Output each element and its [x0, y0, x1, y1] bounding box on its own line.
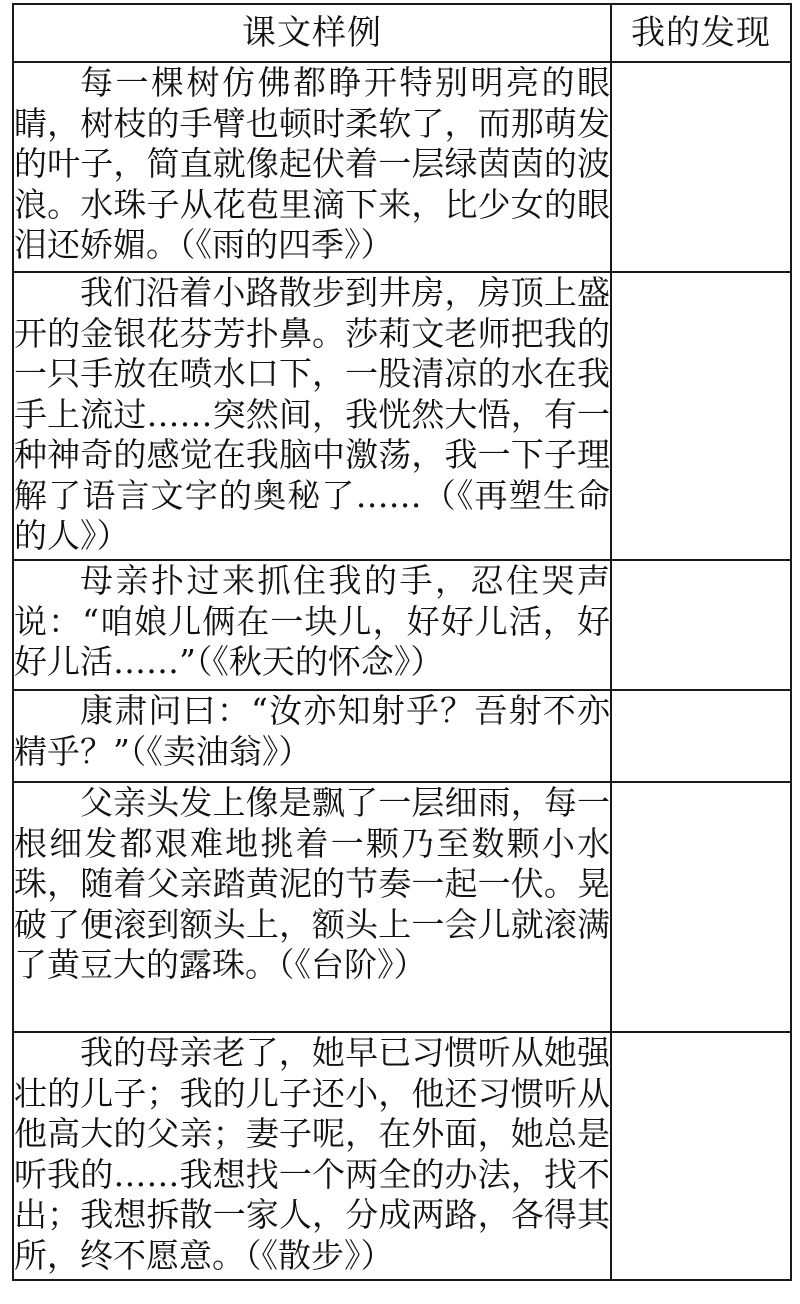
table-row: [13, 1032, 791, 1280]
passage-cell: [13, 1032, 611, 1280]
passage-cell: [13, 272, 611, 560]
finding-cell[interactable]: [611, 560, 791, 690]
header-my-finding: 我的发现: [611, 4, 791, 62]
passage-text: 康肃问曰：“汝亦知射乎？吾射不亦精乎？”（《卖油翁》）: [14, 691, 610, 771]
table-row: [13, 782, 791, 1032]
table-row: [13, 272, 791, 560]
passage-text: 父亲头发上像是飘了一层细雨，每一根细发都艰难地挑着一颗乃至数颗小水珠，随着父亲踏黄泥的节奏一起一伏。晃破了便滚到额头上，额头上一会儿就滚满了黄豆大的露珠。（《台阶》）: [14, 783, 610, 984]
table-row: [13, 690, 791, 782]
passage-text: 我的母亲老了，她早已习惯听从她强壮的儿子；我的儿子还小，他还习惯听从他高大的父亲；妻子呢，在外面，她总是听我的……我想找一个两全的办法，找不出；我想拆散一家人，分成两路，各得其所，终不愿意。（《散步》）: [14, 1033, 610, 1275]
passage-text: 母亲扑过来抓住我的手，忍住哭声说：“咱娘儿俩在一块儿，好好儿活，好好儿活……”（《秋天的怀念》）: [14, 561, 610, 681]
passage-cell: [13, 782, 611, 1032]
finding-cell[interactable]: [611, 690, 791, 782]
passage-cell: [13, 62, 611, 272]
passage-text: 我们沿着小路散步到井房，房顶上盛开的金银花芬芳扑鼻。莎莉文老师把我的一只手放在喷水口下，一股清凉的水在我手上流过……突然间，我恍然大悟，有一种神奇的感觉在我脑中激荡，我一下子理解了语言文字的奥秘了……（《再塑生命的人》）: [14, 273, 610, 555]
header-row: [13, 4, 791, 62]
passage-text: 每一棵树仿佛都睁开特别明亮的眼睛，树枝的手臂也顿时柔软了，而那萌发的叶子，简直就像起伏着一层绿茵茵的波浪。水珠子从花苞里滴下来，比少女的眼泪还娇媚。（《雨的四季》）: [14, 63, 610, 264]
header-text-sample: 课文样例: [13, 4, 611, 62]
finding-cell[interactable]: [611, 782, 791, 1032]
passage-cell: [13, 690, 611, 782]
table-row: [13, 62, 791, 272]
finding-cell[interactable]: [611, 272, 791, 560]
finding-cell[interactable]: [611, 62, 791, 272]
passage-cell: [13, 560, 611, 690]
finding-cell[interactable]: [611, 1032, 791, 1280]
worksheet-table: [12, 3, 792, 1281]
table-row: [13, 560, 791, 690]
